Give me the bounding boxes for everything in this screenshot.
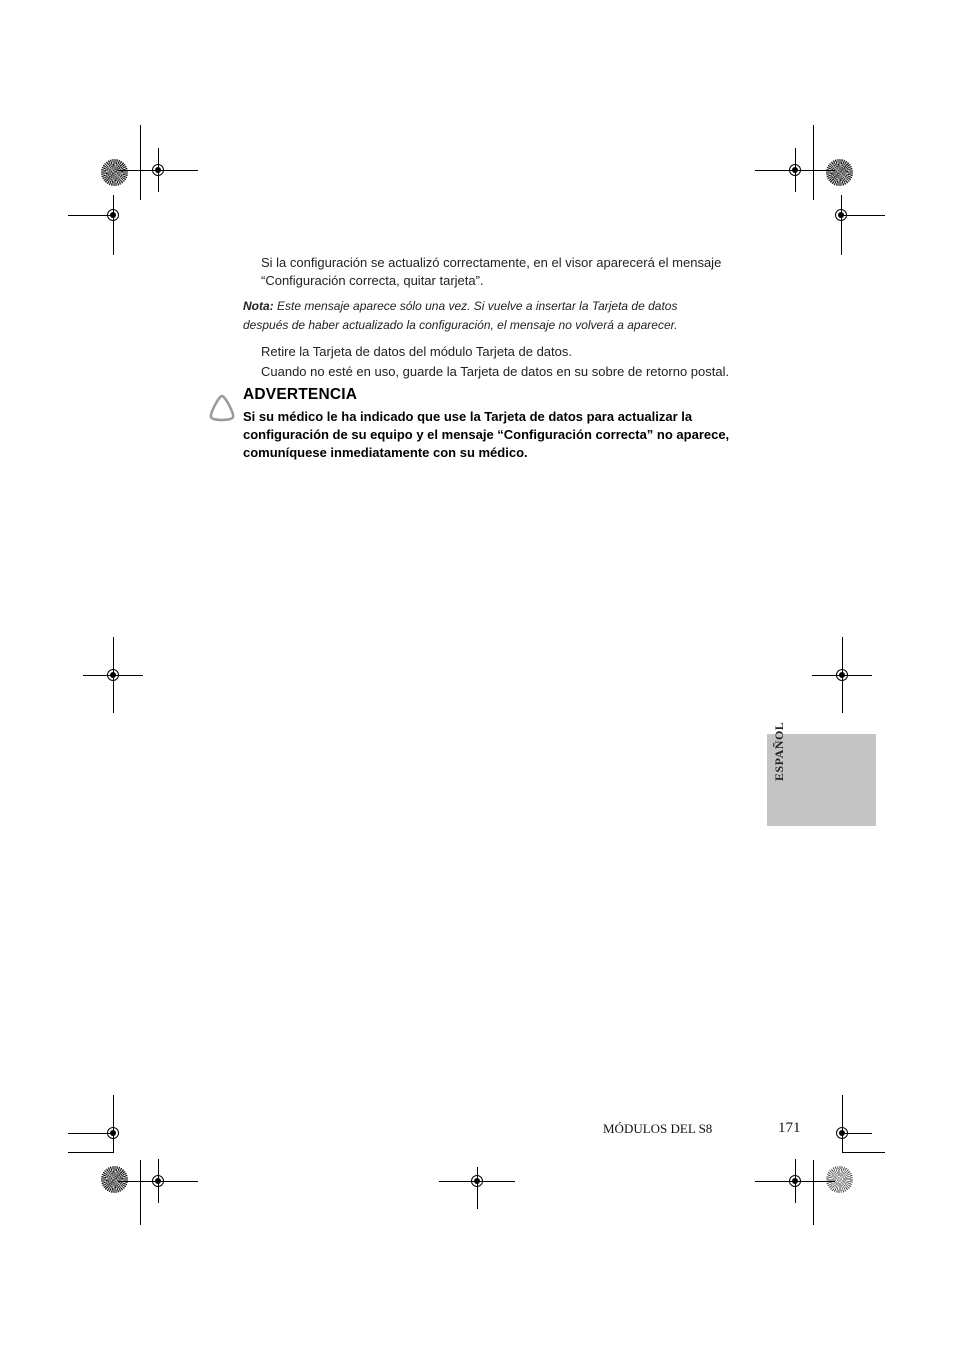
- crop-mark: [140, 125, 141, 200]
- warning-body: [243, 408, 729, 462]
- note-text: después de haber actualizado la configuración, el mensaje no volverá a aparecer.: [243, 318, 678, 332]
- step-text: “Configuración correcta, quitar tarjeta”.: [261, 273, 484, 288]
- warning-line: comuníquese inmediatamente con su médico.: [243, 445, 528, 460]
- color-bar-star-icon: [101, 1166, 128, 1193]
- step-text: Retire la Tarjeta de datos del módulo Tarjeta de datos.: [261, 344, 572, 359]
- color-bar-star-icon: [826, 1166, 853, 1193]
- language-tab-label: ESPAÑOL: [772, 721, 786, 781]
- warning-title: ADVERTENCIA: [243, 386, 358, 403]
- step-text: Cuando no esté en uso, guarde la Tarjeta de datos en su sobre de retorno postal.: [261, 364, 730, 379]
- crop-mark: [140, 1160, 141, 1225]
- note-label: Nota:: [243, 299, 274, 313]
- warning-icon: [207, 393, 237, 423]
- crop-mark: [68, 1152, 113, 1153]
- warning-line: Si su médico le ha indicado que use la Tarjeta de datos para actualizar la: [243, 409, 693, 424]
- warning-line: configuración de su equipo y el mensaje “Configuración correcta” no aparece,: [243, 427, 730, 442]
- page-number: 171: [778, 1120, 801, 1136]
- crop-mark: [842, 1152, 885, 1153]
- color-bar-star-icon: [826, 159, 853, 186]
- color-bar-star-icon: [101, 159, 128, 186]
- crop-mark: [813, 1160, 814, 1225]
- footer-section: MÓDULOS DEL S8: [603, 1121, 713, 1136]
- note-text: Este mensaje aparece sólo una vez. Si vuelve a insertar la Tarjeta de datos: [277, 299, 678, 313]
- note-block: [243, 297, 678, 335]
- step-text: Si la configuración se actualizó correctamente, en el visor aparecerá el mensaje: [261, 255, 722, 270]
- crop-mark: [813, 125, 814, 200]
